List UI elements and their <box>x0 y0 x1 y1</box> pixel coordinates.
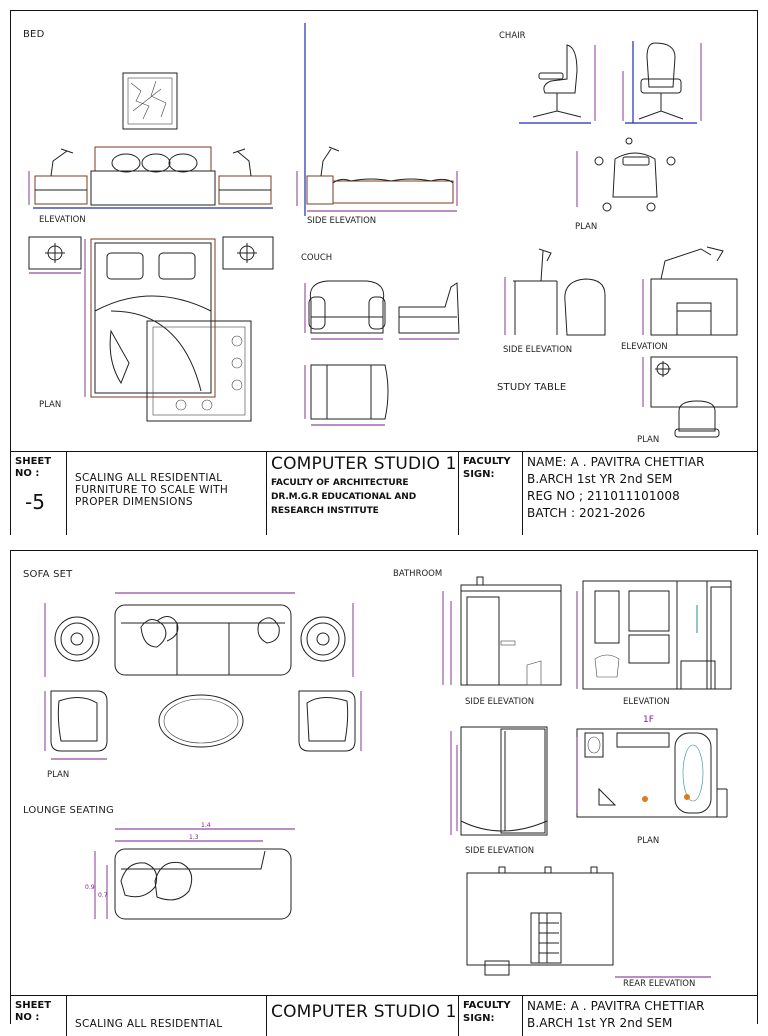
label-study-elevation: ELEVATION <box>621 342 668 352</box>
sheet2-faculty-sign-cell <box>459 996 523 1036</box>
bathroom-plan-drawing <box>577 729 727 817</box>
label-bed: BED <box>23 29 45 40</box>
bathroom-elevation-drawing <box>577 581 731 689</box>
chair-elevations-drawing <box>519 41 701 123</box>
lounge-seating-drawing <box>85 822 295 919</box>
label-bath-side-elevation-1: SIDE ELEVATION <box>465 697 535 707</box>
sheet2-number-cell <box>11 996 67 1036</box>
label-sofa-plan: PLAN <box>47 770 70 780</box>
lounge-dim-inner: 1.3 <box>189 834 199 841</box>
bed-elevation-drawing <box>29 147 273 208</box>
label-chair: CHAIR <box>499 31 526 41</box>
title-block-1 <box>11 451 757 535</box>
label-bed-elevation: ELEVATION <box>39 215 86 225</box>
couch-drawings <box>305 281 459 425</box>
label-chair-plan: PLAN <box>575 222 598 232</box>
sheet2-student-name: NAME: A . PAVITRA CHETTIAR <box>527 999 705 1013</box>
bathroom-side-elevation-1-drawing <box>443 577 561 685</box>
student-year: B.ARCH 1st YR 2nd SEM <box>527 472 673 486</box>
student-reg: REG NO ; 211011101008 <box>527 489 680 503</box>
label-study-plan: PLAN <box>637 435 660 445</box>
student-info-cell <box>523 452 757 535</box>
course-cell <box>267 452 459 535</box>
drawing-sheet-1 <box>10 10 758 535</box>
lounge-dim-side: 0.9 <box>85 884 95 891</box>
label-lounge-seating: LOUNGE SEATING <box>23 805 114 816</box>
sheet2-number-label: SHEET NO : <box>15 1000 52 1023</box>
sofa-set-plan-drawing <box>45 593 361 759</box>
sheet-number-label: SHEET NO : <box>15 456 52 479</box>
sheet-number-cell <box>11 452 67 535</box>
label-bathroom: BATHROOM <box>393 569 443 579</box>
sheet-number: -5 <box>25 490 45 514</box>
label-study-table: STUDY TABLE <box>497 382 567 393</box>
label-couch: COUCH <box>301 253 333 263</box>
faculty-sign-cell <box>459 452 523 535</box>
description-cell <box>67 452 267 535</box>
label-bed-plan: PLAN <box>39 400 62 410</box>
student-batch: BATCH : 2021-2026 <box>527 506 646 520</box>
label-bath-rear-elevation: REAR ELEVATION <box>623 979 696 989</box>
bath-top-mark: 1F <box>643 715 654 725</box>
sheet2-description: SCALING ALL RESIDENTIAL <box>75 1018 223 1030</box>
bed-side-elevation-drawing <box>297 23 457 216</box>
sheet2-student-year: B.ARCH 1st YR 2nd SEM <box>527 1016 673 1030</box>
bed-wall-art <box>123 73 177 129</box>
chair-plan-drawing <box>577 138 675 211</box>
bathroom-side-elevation-2-drawing <box>451 727 547 835</box>
sheet2-description-cell <box>67 996 267 1036</box>
sheet2-course-cell <box>267 996 459 1036</box>
sheet2-student-info <box>527 998 705 1032</box>
student-name: NAME: A . PAVITRA CHETTIAR <box>527 455 705 469</box>
label-bath-elevation: ELEVATION <box>623 697 670 707</box>
lounge-dim-side2: 0.7 <box>98 892 108 899</box>
sheet2-course-title: COMPUTER STUDIO 1 <box>271 1002 457 1022</box>
institute-name: FACULTY OF ARCHITECTURE DR.M.G.R EDUCATIONAL AND RESEARCH INSTITUTE <box>271 478 417 516</box>
sheet1-drawings <box>11 11 757 451</box>
sheet2-faculty-sign-label: FACULTY SIGN: <box>463 1000 511 1024</box>
faculty-sign-label: FACULTY SIGN: <box>463 456 511 480</box>
drawing-sheet-2 <box>10 550 758 1030</box>
label-study-side-elevation: SIDE ELEVATION <box>503 345 573 355</box>
course-title: COMPUTER STUDIO 1 <box>271 454 457 474</box>
sheet-description: SCALING ALL RESIDENTIAL FURNITURE TO SCALE WITH PROPER DIMENSIONS <box>75 472 229 508</box>
lounge-dim-top: 1.4 <box>201 822 211 829</box>
label-bed-side-elevation: SIDE ELEVATION <box>307 216 377 226</box>
label-sofa-set: SOFA SET <box>23 569 73 580</box>
sheet2-drawings <box>11 551 757 991</box>
bathroom-rear-elevation-drawing <box>467 867 711 977</box>
label-bath-plan: PLAN <box>637 836 660 846</box>
title-block-2 <box>11 995 757 1036</box>
student-info <box>527 454 705 522</box>
bed-plan-drawing <box>29 237 273 421</box>
sheet2-student-info-cell <box>523 996 757 1036</box>
label-bath-side-elevation-2: SIDE ELEVATION <box>465 846 535 856</box>
